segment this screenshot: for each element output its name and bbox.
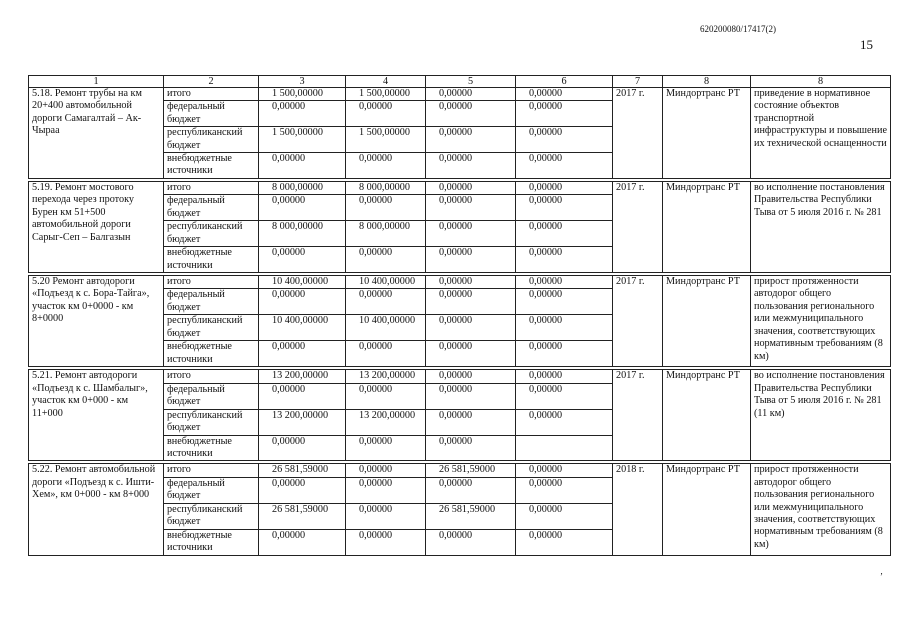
expected-result-cell: прирост протяженности автодорог общего пользования регионального или межмуниципального значения, соответствующих нормативным требованиям (8 км)	[751, 276, 891, 367]
funding-source-cell: внебюджетные источники	[164, 341, 259, 367]
year-2019-amount-cell	[516, 435, 613, 461]
year-2017-amount-cell: 0,00000	[346, 341, 426, 367]
year-2019-amount-cell: 0,00000	[516, 276, 613, 289]
year-2017-amount-cell: 1 500,00000	[346, 88, 426, 101]
year-2019-amount-cell: 0,00000	[516, 247, 613, 273]
year-2017-amount-cell: 0,00000	[346, 464, 426, 477]
funding-source-cell: федеральный бюджет	[164, 101, 259, 127]
total-amount-cell: 1 500,00000	[259, 88, 346, 101]
year-2018-amount-cell: 26 581,59000	[426, 464, 516, 477]
year-2018-amount-cell: 0,00000	[426, 289, 516, 315]
project-title-cell: 5.22. Ремонт автомобильной дороги «Подъезд к с. Ишти-Хем», км 0+000 - км 8+000	[29, 464, 164, 555]
year-2017-amount-cell: 0,00000	[346, 289, 426, 315]
deadline-cell: 2017 г.	[613, 370, 663, 461]
margin-mark: ‚	[880, 566, 883, 576]
year-2017-amount-cell: 0,00000	[346, 247, 426, 273]
year-2019-amount-cell: 0,00000	[516, 464, 613, 477]
deadline-cell: 2017 г.	[613, 276, 663, 367]
table-row	[29, 182, 891, 195]
year-2018-amount-cell: 0,00000	[426, 182, 516, 195]
year-2019-amount-cell: 0,00000	[516, 195, 613, 221]
year-2017-amount-cell: 13 200,00000	[346, 370, 426, 383]
year-2018-amount-cell: 0,00000	[426, 221, 516, 247]
expected-result-cell: приведение в нормативное состояние объектов транспортной инфраструктуры и повышение их технической оснащенности	[751, 88, 891, 179]
year-2019-amount-cell: 0,00000	[516, 341, 613, 367]
year-2019-amount-cell: 0,00000	[516, 289, 613, 315]
total-amount-cell: 0,00000	[259, 435, 346, 461]
year-2019-amount-cell: 0,00000	[516, 101, 613, 127]
year-2018-amount-cell: 0,00000	[426, 529, 516, 555]
year-2017-amount-cell: 0,00000	[346, 101, 426, 127]
expected-result-cell: прирост протяженности автодорог общего пользования регионального или межмуниципального значения, соответствующих нормативным требованиям (8 км)	[751, 464, 891, 555]
funding-source-cell: итого	[164, 182, 259, 195]
table-row	[29, 276, 891, 289]
funding-source-cell: итого	[164, 464, 259, 477]
year-2019-amount-cell: 0,00000	[516, 409, 613, 435]
year-2017-amount-cell: 10 400,00000	[346, 315, 426, 341]
total-amount-cell: 26 581,59000	[259, 503, 346, 529]
year-2018-amount-cell: 0,00000	[426, 195, 516, 221]
deadline-cell: 2017 г.	[613, 88, 663, 179]
column-header: 1	[29, 76, 164, 88]
total-amount-cell: 8 000,00000	[259, 221, 346, 247]
year-2017-amount-cell: 8 000,00000	[346, 221, 426, 247]
total-amount-cell: 0,00000	[259, 477, 346, 503]
funding-source-cell: федеральный бюджет	[164, 195, 259, 221]
total-amount-cell: 0,00000	[259, 101, 346, 127]
year-2018-amount-cell: 0,00000	[426, 276, 516, 289]
column-header: 8	[751, 76, 891, 88]
year-2018-amount-cell: 0,00000	[426, 247, 516, 273]
year-2017-amount-cell: 13 200,00000	[346, 409, 426, 435]
project-title-cell: 5.20 Ремонт автодороги «Подъезд к с. Бора-Тайга», участок км 0+0000 - км 8+0000	[29, 276, 164, 367]
year-2019-amount-cell: 0,00000	[516, 88, 613, 101]
funding-source-cell: республиканский бюджет	[164, 503, 259, 529]
total-amount-cell: 0,00000	[259, 247, 346, 273]
year-2017-amount-cell: 1 500,00000	[346, 127, 426, 153]
total-amount-cell: 10 400,00000	[259, 315, 346, 341]
column-header: 2	[164, 76, 259, 88]
total-amount-cell: 1 500,00000	[259, 127, 346, 153]
year-2017-amount-cell: 0,00000	[346, 529, 426, 555]
year-2017-amount-cell: 10 400,00000	[346, 276, 426, 289]
total-amount-cell: 10 400,00000	[259, 276, 346, 289]
year-2018-amount-cell: 26 581,59000	[426, 503, 516, 529]
year-2018-amount-cell: 0,00000	[426, 127, 516, 153]
funding-source-cell: итого	[164, 88, 259, 101]
column-header: 5	[426, 76, 516, 88]
total-amount-cell: 0,00000	[259, 529, 346, 555]
funding-source-cell: федеральный бюджет	[164, 289, 259, 315]
column-header: 3	[259, 76, 346, 88]
year-2019-amount-cell: 0,00000	[516, 315, 613, 341]
funding-source-cell: внебюджетные источники	[164, 247, 259, 273]
total-amount-cell: 8 000,00000	[259, 182, 346, 195]
total-amount-cell: 13 200,00000	[259, 370, 346, 383]
budget-table	[28, 75, 891, 556]
year-2018-amount-cell: 0,00000	[426, 315, 516, 341]
year-2019-amount-cell: 0,00000	[516, 153, 613, 179]
year-2018-amount-cell: 0,00000	[426, 435, 516, 461]
executor-cell: Миндортранс РТ	[663, 88, 751, 179]
total-amount-cell: 26 581,59000	[259, 464, 346, 477]
year-2017-amount-cell: 0,00000	[346, 195, 426, 221]
column-number-row	[29, 76, 891, 88]
document-number: 620200080/17417(2)	[700, 24, 776, 34]
executor-cell: Миндортранс РТ	[663, 276, 751, 367]
year-2019-amount-cell: 0,00000	[516, 503, 613, 529]
year-2018-amount-cell: 0,00000	[426, 88, 516, 101]
year-2018-amount-cell: 0,00000	[426, 341, 516, 367]
table-body	[29, 88, 891, 556]
column-header: 6	[516, 76, 613, 88]
funding-source-cell: федеральный бюджет	[164, 477, 259, 503]
total-amount-cell: 0,00000	[259, 341, 346, 367]
year-2017-amount-cell: 8 000,00000	[346, 182, 426, 195]
funding-source-cell: внебюджетные источники	[164, 435, 259, 461]
year-2018-amount-cell: 0,00000	[426, 101, 516, 127]
executor-cell: Миндортранс РТ	[663, 370, 751, 461]
project-title-cell: 5.21. Ремонт автодороги «Подъезд к с. Шамбалыг», участок км 0+000 - км 11+000	[29, 370, 164, 461]
executor-cell: Миндортранс РТ	[663, 182, 751, 273]
funding-source-cell: республиканский бюджет	[164, 221, 259, 247]
year-2017-amount-cell: 0,00000	[346, 435, 426, 461]
funding-source-cell: внебюджетные источники	[164, 153, 259, 179]
funding-source-cell: республиканский бюджет	[164, 409, 259, 435]
deadline-cell: 2017 г.	[613, 182, 663, 273]
total-amount-cell: 0,00000	[259, 289, 346, 315]
year-2019-amount-cell: 0,00000	[516, 221, 613, 247]
funding-source-cell: федеральный бюджет	[164, 383, 259, 409]
total-amount-cell: 0,00000	[259, 383, 346, 409]
table-row	[29, 370, 891, 383]
year-2018-amount-cell: 0,00000	[426, 153, 516, 179]
deadline-cell: 2018 г.	[613, 464, 663, 555]
total-amount-cell: 0,00000	[259, 153, 346, 179]
year-2017-amount-cell: 0,00000	[346, 477, 426, 503]
project-title-cell: 5.18. Ремонт трубы на км 20+400 автомобильной дороги Самагалтай – Ак-Чыраа	[29, 88, 164, 179]
year-2018-amount-cell: 0,00000	[426, 477, 516, 503]
column-header: 7	[613, 76, 663, 88]
year-2018-amount-cell: 0,00000	[426, 383, 516, 409]
year-2017-amount-cell: 0,00000	[346, 383, 426, 409]
year-2019-amount-cell: 0,00000	[516, 529, 613, 555]
year-2018-amount-cell: 0,00000	[426, 409, 516, 435]
project-title-cell: 5.19. Ремонт мостового перехода через протоку Бурен км 51+500 автомобильной дороги Сарыг-Сеп – Балгазын	[29, 182, 164, 273]
expected-result-cell: во исполнение постановления Правительства Республики Тыва от 5 июля 2016 г. № 281 (11 км)	[751, 370, 891, 461]
funding-source-cell: республиканский бюджет	[164, 315, 259, 341]
year-2017-amount-cell: 0,00000	[346, 503, 426, 529]
executor-cell: Миндортранс РТ	[663, 464, 751, 555]
table-row	[29, 88, 891, 101]
year-2019-amount-cell: 0,00000	[516, 182, 613, 195]
year-2017-amount-cell: 0,00000	[346, 153, 426, 179]
table-row	[29, 464, 891, 477]
expected-result-cell: во исполнение постановления Правительства Республики Тыва от 5 июля 2016 г. № 281	[751, 182, 891, 273]
year-2019-amount-cell: 0,00000	[516, 477, 613, 503]
funding-source-cell: итого	[164, 276, 259, 289]
year-2019-amount-cell: 0,00000	[516, 127, 613, 153]
total-amount-cell: 13 200,00000	[259, 409, 346, 435]
year-2019-amount-cell: 0,00000	[516, 370, 613, 383]
page-number: 15	[860, 37, 873, 52]
funding-source-cell: республиканский бюджет	[164, 127, 259, 153]
year-2018-amount-cell: 0,00000	[426, 370, 516, 383]
column-header: 8	[663, 76, 751, 88]
funding-source-cell: итого	[164, 370, 259, 383]
column-header: 4	[346, 76, 426, 88]
total-amount-cell: 0,00000	[259, 195, 346, 221]
funding-source-cell: внебюджетные источники	[164, 529, 259, 555]
year-2019-amount-cell: 0,00000	[516, 383, 613, 409]
